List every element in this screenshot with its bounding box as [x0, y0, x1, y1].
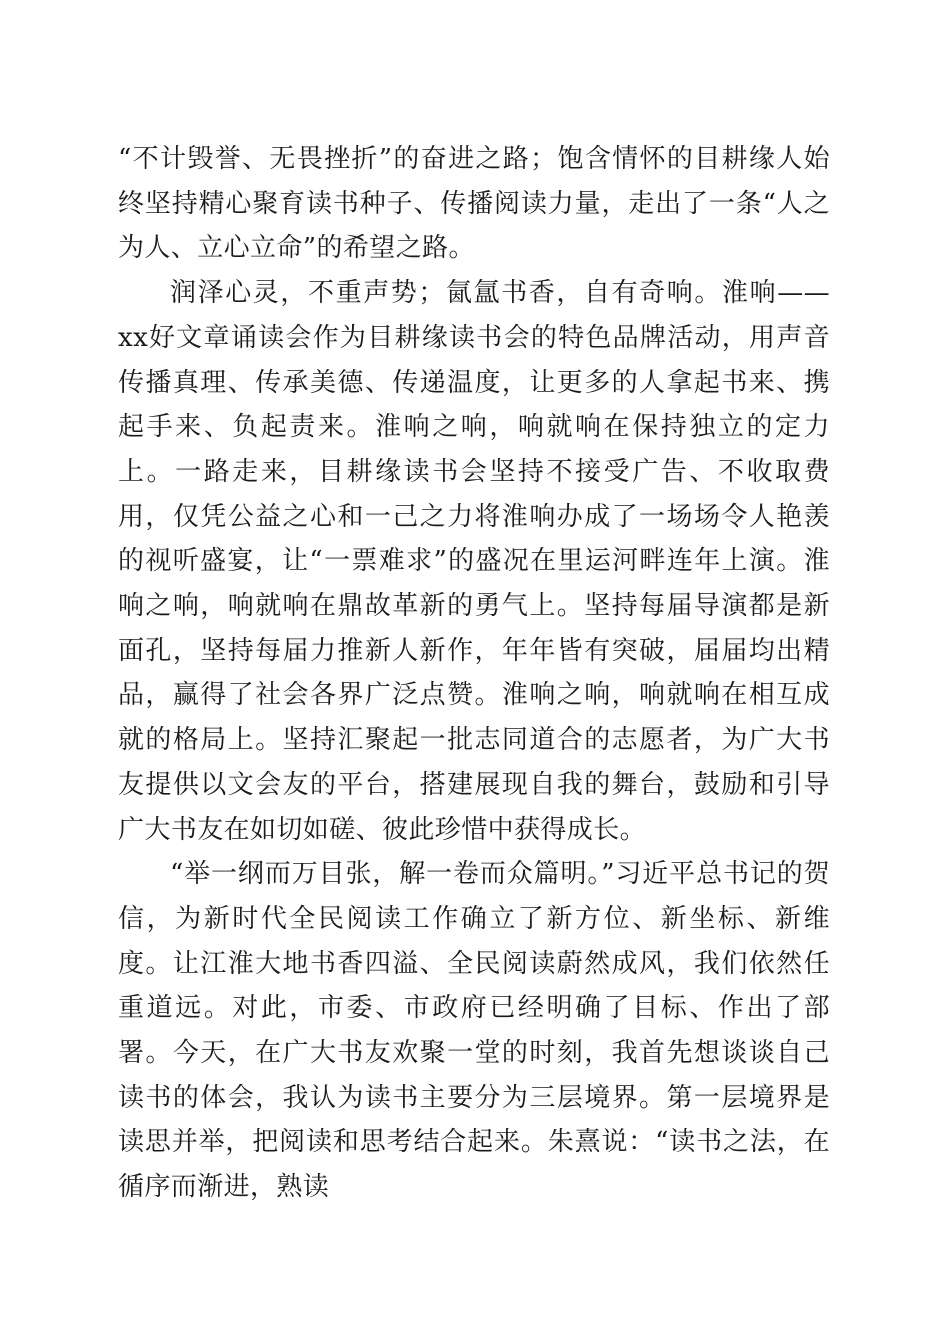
paragraph-3: “举一纲而万目张，解一卷而众篇明。”习近平总书记的贺信，为新时代全民阅读工作确立了新方位、新坐标、新维度。让江淮大地书香四溢、全民阅读蔚然成风，我们依然任重道远。对此，市委、市政府已经明确了目标、作出了部署。今天，在广大书友欢聚一堂的时刻，我首先想谈谈自己读书的体会，我认为读书主要分为三层境界。第一层境界是读思并举，把阅读和思考结合起来。朱熹说：“读书之法，在循序而渐进，熟读: [118, 859, 830, 1203]
paragraph-1: “不计毁誉、无畏挫折”的奋进之路；饱含情怀的目耕缘人始终坚持精心聚育读书种子、传播阅读力量，走出了一条“人之为人、立心立命”的希望之路。: [118, 144, 830, 264]
paragraph-2: 润泽心灵，不重声势；氤氲书香，自有奇响。淮响——xx好文章诵读会作为目耕缘读书会的特色品牌活动，用声音传播真理、传承美德、传递温度，让更多的人拿起书来、携起手来、负起责来。淮响之响，响就响在保持独立的定力上。一路走来，目耕缘读书会坚持不接受广告、不收取费用，仅凭公益之心和一己之力将淮响办成了一场场令人艳羡的视听盛宴，让“一票难求”的盛况在里运河畔连年上演。淮响之响，响就响在鼎故革新的勇气上。坚持每届导演都是新面孔，坚持每届力推新人新作，年年皆有突破，届届均出精品，赢得了社会各界广泛点赞。淮响之响，响就响在相互成就的格局上。坚持汇聚起一批志同道合的志愿者，为广大书友提供以文会友的平台，搭建展现自我的舞台，鼓励和引导广大书友在如切如磋、彼此珍惜中获得成长。: [118, 278, 830, 845]
document-body: [118, 137, 830, 1210]
